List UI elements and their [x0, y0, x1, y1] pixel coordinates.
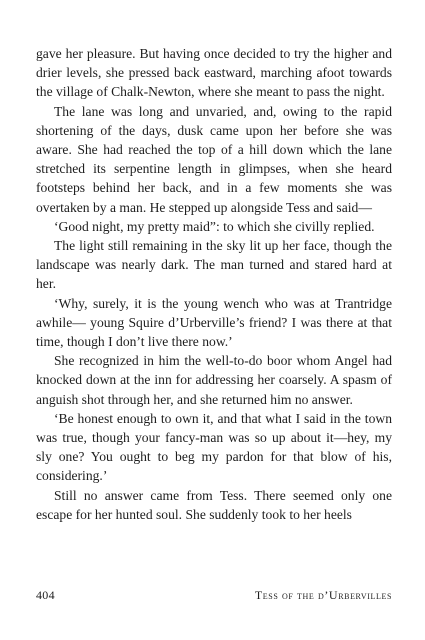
- paragraph: ‘Why, surely, it is the young wench who was at Trantridge awhile— young Squire d’Urberville’s friend? I was there at that time, though I don’t live there now.’: [36, 295, 392, 350]
- paragraph: gave her pleasure. But having once decided to try the higher and drier levels, she pressed back eastward, marching afoot towards the village of Chalk-Newton, where she meant to pass the night.: [36, 46, 392, 100]
- page-number: 404: [36, 588, 55, 602]
- body-text: [36, 44, 392, 524]
- paragraph: The lane was long and unvaried, and, owing to the rapid shortening of the days, dusk came upon her before she was aware. She had reached the top of a hill down which the lane stretched its serpentine length in glimpses, when she heard footsteps behind her back, and in a few moments she was overtaken by a man. He stepped up alongside Tess and said—: [36, 103, 392, 215]
- running-head: Tess of the d’Urbervilles: [254, 588, 392, 602]
- paragraph: ‘Be honest enough to own it, and that what I said in the town was true, though your fancy-man was so up about it—hey, my sly one? You ought to beg my pardon for that blow of his, considering.’: [36, 410, 392, 484]
- paragraph: ‘Good night, my pretty maid”: to which she civilly replied.: [54, 218, 375, 234]
- paragraph: The light still remaining in the sky lit up her face, though the landscape was nearly dark. The man turned and stared hard at her.: [36, 238, 392, 292]
- paragraph: She recognized in him the well-to-do boor whom Angel had knocked down at the inn for addressing her coarsely. A spasm of anguish shot through her, and she returned him no answer.: [36, 353, 392, 407]
- paragraph: Still no answer came from Tess. There seemed only one escape for her hunted soul. She suddenly took to her heels: [36, 487, 392, 522]
- page-footer: [36, 588, 392, 606]
